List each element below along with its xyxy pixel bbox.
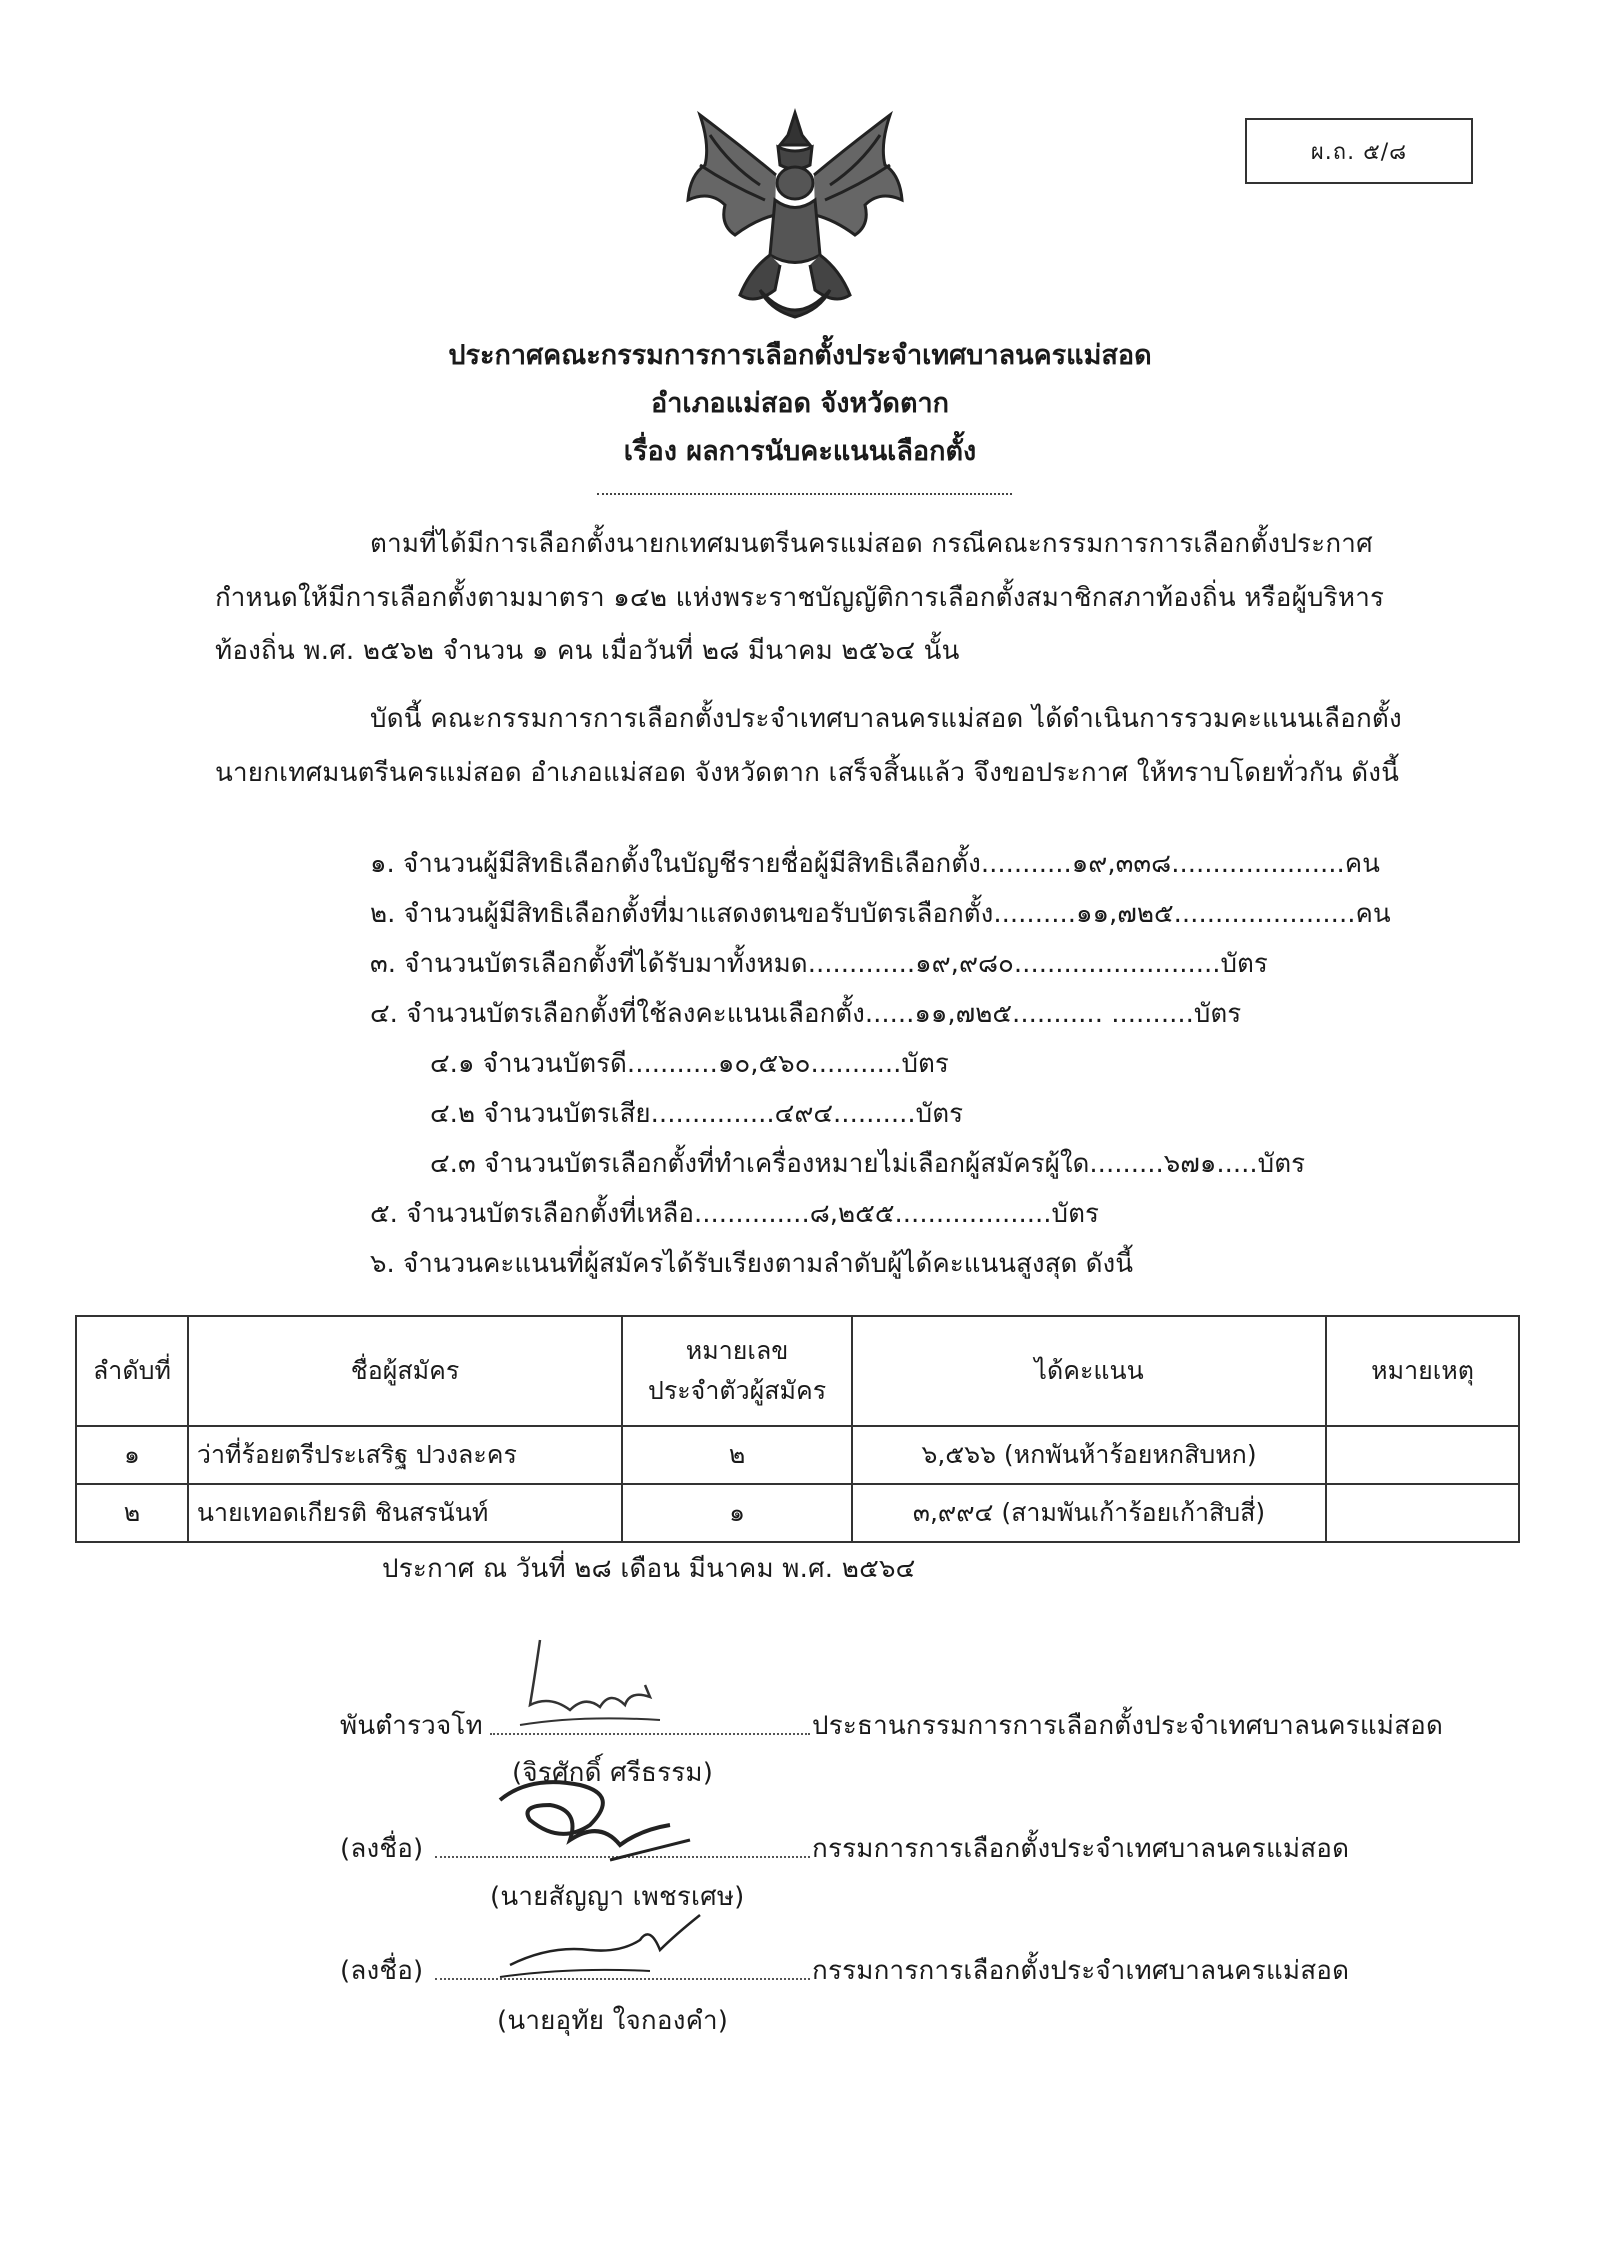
item-3: ๓. จำนวนบัตรเลือกตั้งที่ได้รับมาทั้งหมด.............๑๙,๙๘๐.........................บัตร xyxy=(370,949,1268,979)
signature-1-name: (จิรศักดิ์ ศรีธรรม) xyxy=(512,1758,714,1788)
cell-remark xyxy=(1326,1484,1519,1542)
item-4: ๔. จำนวนบัตรเลือกตั้งที่ใช้ลงคะแนนเลือกตั้ง......๑๑,๗๒๕........... ..........บัตร xyxy=(370,999,1242,1029)
table-row xyxy=(76,1484,1519,1542)
item-6: ๖. จำนวนคะแนนที่ผู้สมัครได้รับเรียงตามลำดับผู้ได้คะแนนสูงสุด ดังนี้ xyxy=(370,1249,1133,1279)
cell-number: ๑ xyxy=(622,1484,852,1542)
item-4-1: ๔.๑ จำนวนบัตรดี...........๑๐,๕๖๐...........บัตร xyxy=(430,1049,949,1079)
garuda-emblem-icon xyxy=(680,105,910,330)
header-number-line-2: ประจำตัวผู้สมัคร xyxy=(647,1376,827,1405)
cell-rank: ๑ xyxy=(76,1426,188,1484)
signature-2-prefix: (ลงชื่อ) xyxy=(340,1834,424,1864)
table-row xyxy=(76,1426,1519,1484)
signature-1-prefix: พันตำรวจโท xyxy=(340,1711,483,1741)
item-4-3: ๔.๓ จำนวนบัตรเลือกตั้งที่ทำเครื่องหมายไม่เลือกผู้สมัครผู้ใด.........๖๗๑.....บัตร xyxy=(430,1149,1306,1179)
paragraph-2-line-2: นายกเทศมนตรีนครแม่สอด อำเภอแม่สอด จังหวัดตาก เสร็จสิ้นแล้ว จึงขอประกาศ ให้ทราบโดยทั่วกัน ดังนี้ xyxy=(215,758,1400,788)
signature-1-mark-icon xyxy=(490,1635,690,1745)
signature-3-mark-icon xyxy=(490,1905,720,1995)
header-name: ชื่อผู้สมัคร xyxy=(188,1316,622,1426)
cell-remark xyxy=(1326,1426,1519,1484)
header-number xyxy=(622,1316,852,1426)
cell-score: ๖,๕๖๖ (หกพันห้าร้อยหกสิบหก) xyxy=(852,1426,1326,1484)
header-remark: หมายเหตุ xyxy=(1326,1316,1519,1426)
item-2: ๒. จำนวนผู้มีสิทธิเลือกตั้งที่มาแสดงตนขอรับบัตรเลือกตั้ง..........๑๑,๗๒๕......................คน xyxy=(370,899,1391,929)
form-code-box xyxy=(1245,118,1473,184)
paragraph-2-line-1: บัดนี้ คณะกรรมการการเลือกตั้งประจำเทศบาลนครแม่สอด ได้ดำเนินการรวมคะแนนเลือกตั้ง xyxy=(370,704,1402,734)
table-header-row xyxy=(76,1316,1519,1426)
signature-2-role: กรรมการการเลือกตั้งประจำเทศบาลนครแม่สอด xyxy=(812,1834,1350,1864)
cell-score: ๓,๙๙๔ (สามพันเก้าร้อยเก้าสิบสี่) xyxy=(852,1484,1326,1542)
signature-1-role: ประธานกรรมการการเลือกตั้งประจำเทศบาลนครแม่สอด xyxy=(812,1711,1444,1741)
signature-3-name: (นายอุทัย ใจกองคำ) xyxy=(497,2006,729,2036)
header-number-line-1: หมายเลข xyxy=(685,1336,789,1365)
paragraph-1-line-3: ท้องถิ่น พ.ศ. ๒๕๖๒ จำนวน ๑ คน เมื่อวันที่ ๒๘ มีนาคม ๒๕๖๔ นั้น xyxy=(215,636,960,666)
cell-number: ๒ xyxy=(622,1426,852,1484)
cell-name: ว่าที่ร้อยตรีประเสริฐ ปวงละคร xyxy=(188,1426,622,1484)
header-line-3: เรื่อง ผลการนับคะแนนเลือกตั้ง xyxy=(623,436,977,467)
results-table xyxy=(75,1315,1520,1543)
signature-3-role: กรรมการการเลือกตั้งประจำเทศบาลนครแม่สอด xyxy=(812,1956,1350,1986)
paragraph-1-line-1: ตามที่ได้มีการเลือกตั้งนายกเทศมนตรีนครแม่สอด กรณีคณะกรรมการการเลือกตั้งประกาศ xyxy=(370,529,1373,559)
paragraph-1-line-2: กำหนดให้มีการเลือกตั้งตามมาตรา ๑๔๒ แห่งพระราชบัญญัติการเลือกตั้งสมาชิกสภาท้องถิ่น หรือผู้บริหาร xyxy=(215,583,1385,613)
header-score: ได้คะแนน xyxy=(852,1316,1326,1426)
header-rank: ลำดับที่ xyxy=(76,1316,188,1426)
header-line-1: ประกาศคณะกรรมการการเลือกตั้งประจำเทศบาลนครแม่สอด xyxy=(448,340,1152,371)
announce-date: ประกาศ ณ วันที่ ๒๘ เดือน มีนาคม พ.ศ. ๒๕๖๔ xyxy=(382,1554,916,1584)
item-5: ๕. จำนวนบัตรเลือกตั้งที่เหลือ..............๘,๒๕๕...................บัตร xyxy=(370,1199,1099,1229)
signature-2-mark-icon xyxy=(470,1770,700,1880)
cell-rank: ๒ xyxy=(76,1484,188,1542)
signature-2-name: (นายสัญญา เพชรเศษ) xyxy=(490,1882,745,1912)
item-4-2: ๔.๒ จำนวนบัตรเสีย...............๔๙๔..........บัตร xyxy=(430,1099,964,1129)
signature-3-prefix: (ลงชื่อ) xyxy=(340,1956,424,1986)
header-divider xyxy=(597,493,1012,495)
cell-name: นายเทอดเกียรติ ชินสรนันท์ xyxy=(188,1484,622,1542)
item-1: ๑. จำนวนผู้มีสิทธิเลือกตั้งในบัญชีรายชื่อผู้มีสิทธิเลือกตั้ง...........๑๙,๓๓๘.....................คน xyxy=(370,849,1380,879)
form-code: ผ.ถ. ๕/๘ xyxy=(1310,139,1408,165)
header-line-2: อำเภอแม่สอด จังหวัดตาก xyxy=(651,388,949,419)
